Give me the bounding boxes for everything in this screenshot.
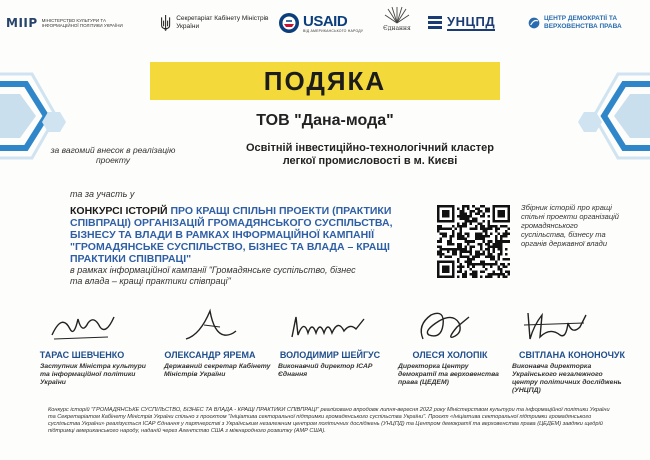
usaid-seal-icon [278, 12, 300, 34]
contest-lead: КОНКУРСІ ІСТОРІЙ [70, 205, 168, 217]
qr-caption: Збірник історій про кращі спільні проекти організацій громадянського суспільства, бізнесу та органів державної влади [521, 203, 619, 248]
kmu-text: Секретаріат Кабінету Міністрів України [176, 15, 269, 30]
mkip-logo [6, 10, 156, 36]
mkip-mark: MIIP [6, 16, 38, 30]
tsdvp-swoosh-icon [528, 14, 540, 32]
organization-name [230, 142, 510, 168]
signature-kononchuk-image [520, 305, 590, 347]
untspd-logo [428, 10, 516, 36]
title-banner [150, 62, 500, 100]
contest-body: ПРО КРАЩІ СПІЛЬНІ ПРОЕКТИ (ПРАКТИКИ СПІВПРАЦІ) ОРГАНІЗАЦІЙ ГРОМАДЯНСЬКОГО СУСПІЛЬСТВА, БІЗНЕСУ ТА ВЛАДИ В РАМКАХ ІНФОРМАЦІЙНОЇ КАМПАНІЇ "ГРОМАДЯНСЬКЕ СУСПІЛЬСТВО, БІЗНЕС ТА ВЛАДА – КРАЩІ ПРАКТИКИ СПІВПРАЦІ" [70, 205, 393, 265]
ednannia-burst-icon [384, 6, 410, 24]
organization-line-1: Освітній інвестиційно-технологічний кластер [245, 142, 495, 154]
signatory-role: Заступник Міністра культури та інформаційної політики України [40, 363, 146, 386]
mkip-text: МІНІСТЕРСТВО КУЛЬТУРИ ТА ІНФОРМАЦІЙНОЇ ПОЛІТИКИ УКРАЇНИ [41, 17, 123, 28]
logo-strip [0, 0, 650, 50]
signature-shevchenko-image [48, 305, 118, 347]
ednannia-word: Єднання [383, 25, 411, 32]
signature-sheigus-image [288, 305, 368, 347]
signatory-role: Виконавчий директор ІСАР Єднання [278, 363, 373, 378]
usaid-logo [278, 10, 366, 36]
tsdvp-text: ЦЕНТР ДЕМОКРАТІЇ ТА ВЕРХОВЕНСТВА ПРАВА [544, 15, 622, 30]
signatory-role: Державний секретар Кабінету Міністрів України [164, 363, 271, 378]
signatory-name: ОЛЕСЯ ХОЛОПІК [412, 350, 488, 360]
ednannia-logo [376, 6, 418, 32]
kmu-logo [160, 10, 270, 36]
signatory-name: СВІТЛАНА КОНОНОЧУК [519, 350, 625, 360]
tsdvp-logo [528, 10, 646, 36]
qr-code[interactable] [437, 205, 510, 278]
trident-icon [160, 12, 171, 34]
participation-text: та за участь у [70, 189, 135, 199]
recipient-name: ТОВ "Дана-мода" [256, 112, 394, 129]
organization-line-2: легкої промисловості в м. Києві [282, 155, 458, 167]
signature-kholopik-image [413, 305, 473, 347]
motive-text: за вагомий внесок в реалізацію проекту [50, 145, 176, 165]
signatory-name: ОЛЕКСАНДР ЯРЕМА [164, 350, 256, 360]
untspd-bars-icon [428, 16, 444, 30]
usaid-word: USAID [303, 12, 348, 30]
usaid-wordmark [303, 14, 363, 33]
signature-yarema-image [180, 305, 240, 347]
contest-description [70, 205, 420, 265]
usaid-sub: ВІД АМЕРИКАНСЬКОГО НАРОДУ [303, 28, 364, 33]
certificate-title: ПОДЯКА [263, 65, 387, 96]
signatory-role: Директорка Центру демократії та верховенства права (ЦЕДЕМ) [398, 363, 499, 386]
signatory-name: ТАРАС ШЕВЧЕНКО [39, 350, 125, 360]
signatory-name: ВОЛОДИМИР ШЕЙГУС [279, 350, 381, 360]
untspd-word: УНЦПД [447, 14, 496, 29]
campaign-text: в рамках інформаційної кампанії "Громадянське суспільство, бізнес та влада – кращі практики співпраці" [70, 265, 356, 286]
signatory-role: Виконавча директорка Українського незалежного центру політичних досліджень (УНЦПД) [512, 363, 622, 394]
footnote: Конкурс історій "ГРОМАДЯНСЬКЕ СУСПІЛЬСТВО, БІЗНЕС ТА ВЛАДА - КРАЩІ ПРАКТИКИ СПІВПРАЦІ" реалізовано впродовж липня-вересня 2022 року Міністерством культури та інформаційної політики України та Секретаріатом Кабінету Міністрів України спільно з проєктом "Ініціатива секторальної підтримки громадянського суспільства України". Проєкт «Ініціатива секторальної підтримки громадянського суспільства України» реалізується ІСАР Єднання у партнерстві з Українським незалежним центром політичних досліджень (УНЦПД) та Центром демократії та верховенства права (ЦЕДЕМ) завдяки щедрій підтримці американського народу, наданій через Агентство США з міжнародного розвитку (АМР США). [48, 407, 610, 434]
